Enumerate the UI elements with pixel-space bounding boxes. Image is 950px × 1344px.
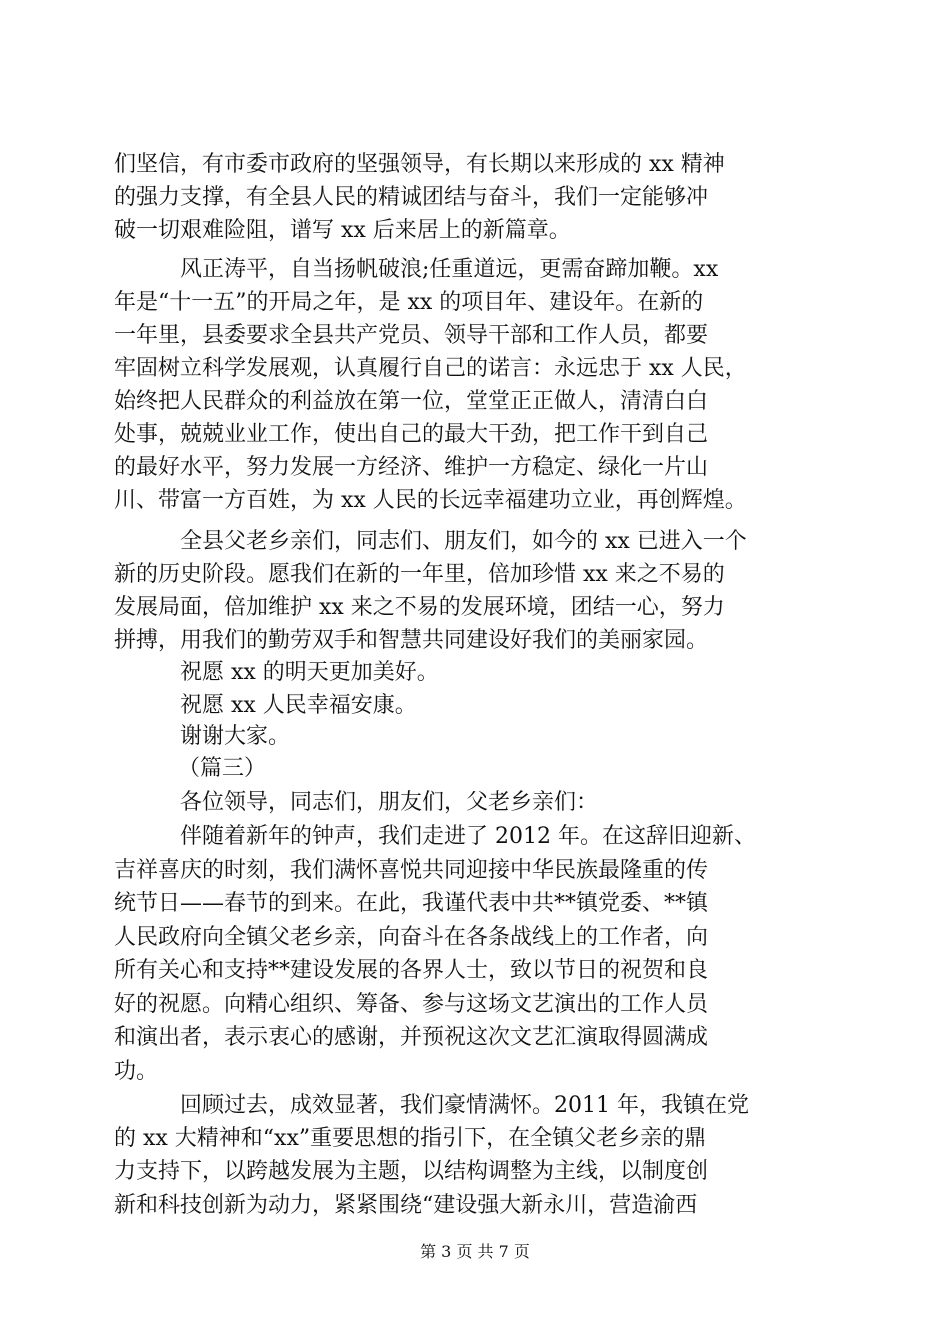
text-line: 的最好水平，努力发展一方经济、维护一方稳定、绿化一片山 [114,455,709,480]
text-line: 年是“十一五”的开局之年，是 xx 的项目年、建设年。在新的 [114,290,704,315]
text-line: 们坚信，有市委市政府的坚强领导，有长期以来形成的 xx 精神 [114,152,725,177]
text-line: 吉祥喜庆的时刻，我们满怀喜悦共同迎接中华民族最隆重的传 [114,858,709,883]
text-line: 始终把人民群众的利益放在第一位，堂堂正正做人，清清白白 [114,389,709,414]
text-line: 功。 [114,1059,159,1084]
text-line: 人民政府向全镇父老乡亲，向奋斗在各条战线上的工作者，向 [114,925,709,950]
text-line: 祝愿 xx 的明天更加美好。 [180,660,439,685]
text-line: 统节日——春节的到来。在此，我谨代表中共**镇党委、**镇 [114,891,709,916]
text-line: 一年里，县委要求全县共产党员、领导干部和工作人员，都要 [114,323,709,348]
text-line: 所有关心和支持**建设发展的各界人士，致以节日的祝贺和良 [114,958,709,983]
text-line: 拼搏，用我们的勤劳双手和智慧共同建设好我们的美丽家园。 [114,628,709,653]
text-line: 处事，兢兢业业工作，使出自己的最大干劲，把工作干到自己 [114,422,709,447]
text-line: 的强力支撑，有全县人民的精诚团结与奋斗，我们一定能够冲 [114,185,709,210]
text-line: 牢固树立科学发展观，认真履行自己的诺言：永远忠于 xx 人民， [114,356,747,381]
text-line: 新和科技创新为动力，紧紧围绕“建设强大新永川，营造渝西 [114,1193,698,1218]
text-line: 各位领导，同志们，朋友们，父老乡亲们： [180,790,599,815]
text-line: 新的历史阶段。愿我们在新的一年里，倍加珍惜 xx 来之不易的 [114,562,725,587]
text-line: 发展局面，倍加维护 xx 来之不易的发展环境，团结一心，努力 [114,595,725,620]
text-line: 川、带富一方百姓，为 xx 人民的长远幸福建功立业，再创辉煌。 [114,488,747,513]
text-line: 好的祝愿。向精心组织、筹备、参与这场文艺演出的工作人员 [114,992,709,1017]
text-line: 和演出者，表示衷心的感谢，并预祝这次文艺汇演取得圆满成 [114,1025,709,1050]
text-line: 回顾过去，成效显著，我们豪情满怀。2011 年，我镇在党 [180,1093,749,1118]
text-line: 谢谢大家。 [180,724,291,749]
text-line: 破一切艰难险阻，谱写 xx 后来居上的新篇章。 [114,218,571,243]
text-line: 祝愿 xx 人民幸福安康。 [180,693,417,718]
text-line: 全县父老乡亲们，同志们、朋友们，如今的 xx 已进入一个 [180,529,747,554]
text-line: 力支持下，以跨越发展为主题，以结构调整为主线，以制度创 [114,1159,709,1184]
text-line: 伴随着新年的钟声，我们走进了 2012 年。在这辞旧迎新、 [180,824,756,849]
text-line: 的 xx 大精神和“xx”重要思想的指引下，在全镇父老乡亲的鼎 [114,1126,707,1151]
text-line: （篇三） [178,756,267,781]
text-line: 风正涛平，自当扬帆破浪;任重道远，更需奋蹄加鞭。xx [180,257,719,282]
page-footer: 第 3 页 共 7 页 [420,1242,530,1261]
